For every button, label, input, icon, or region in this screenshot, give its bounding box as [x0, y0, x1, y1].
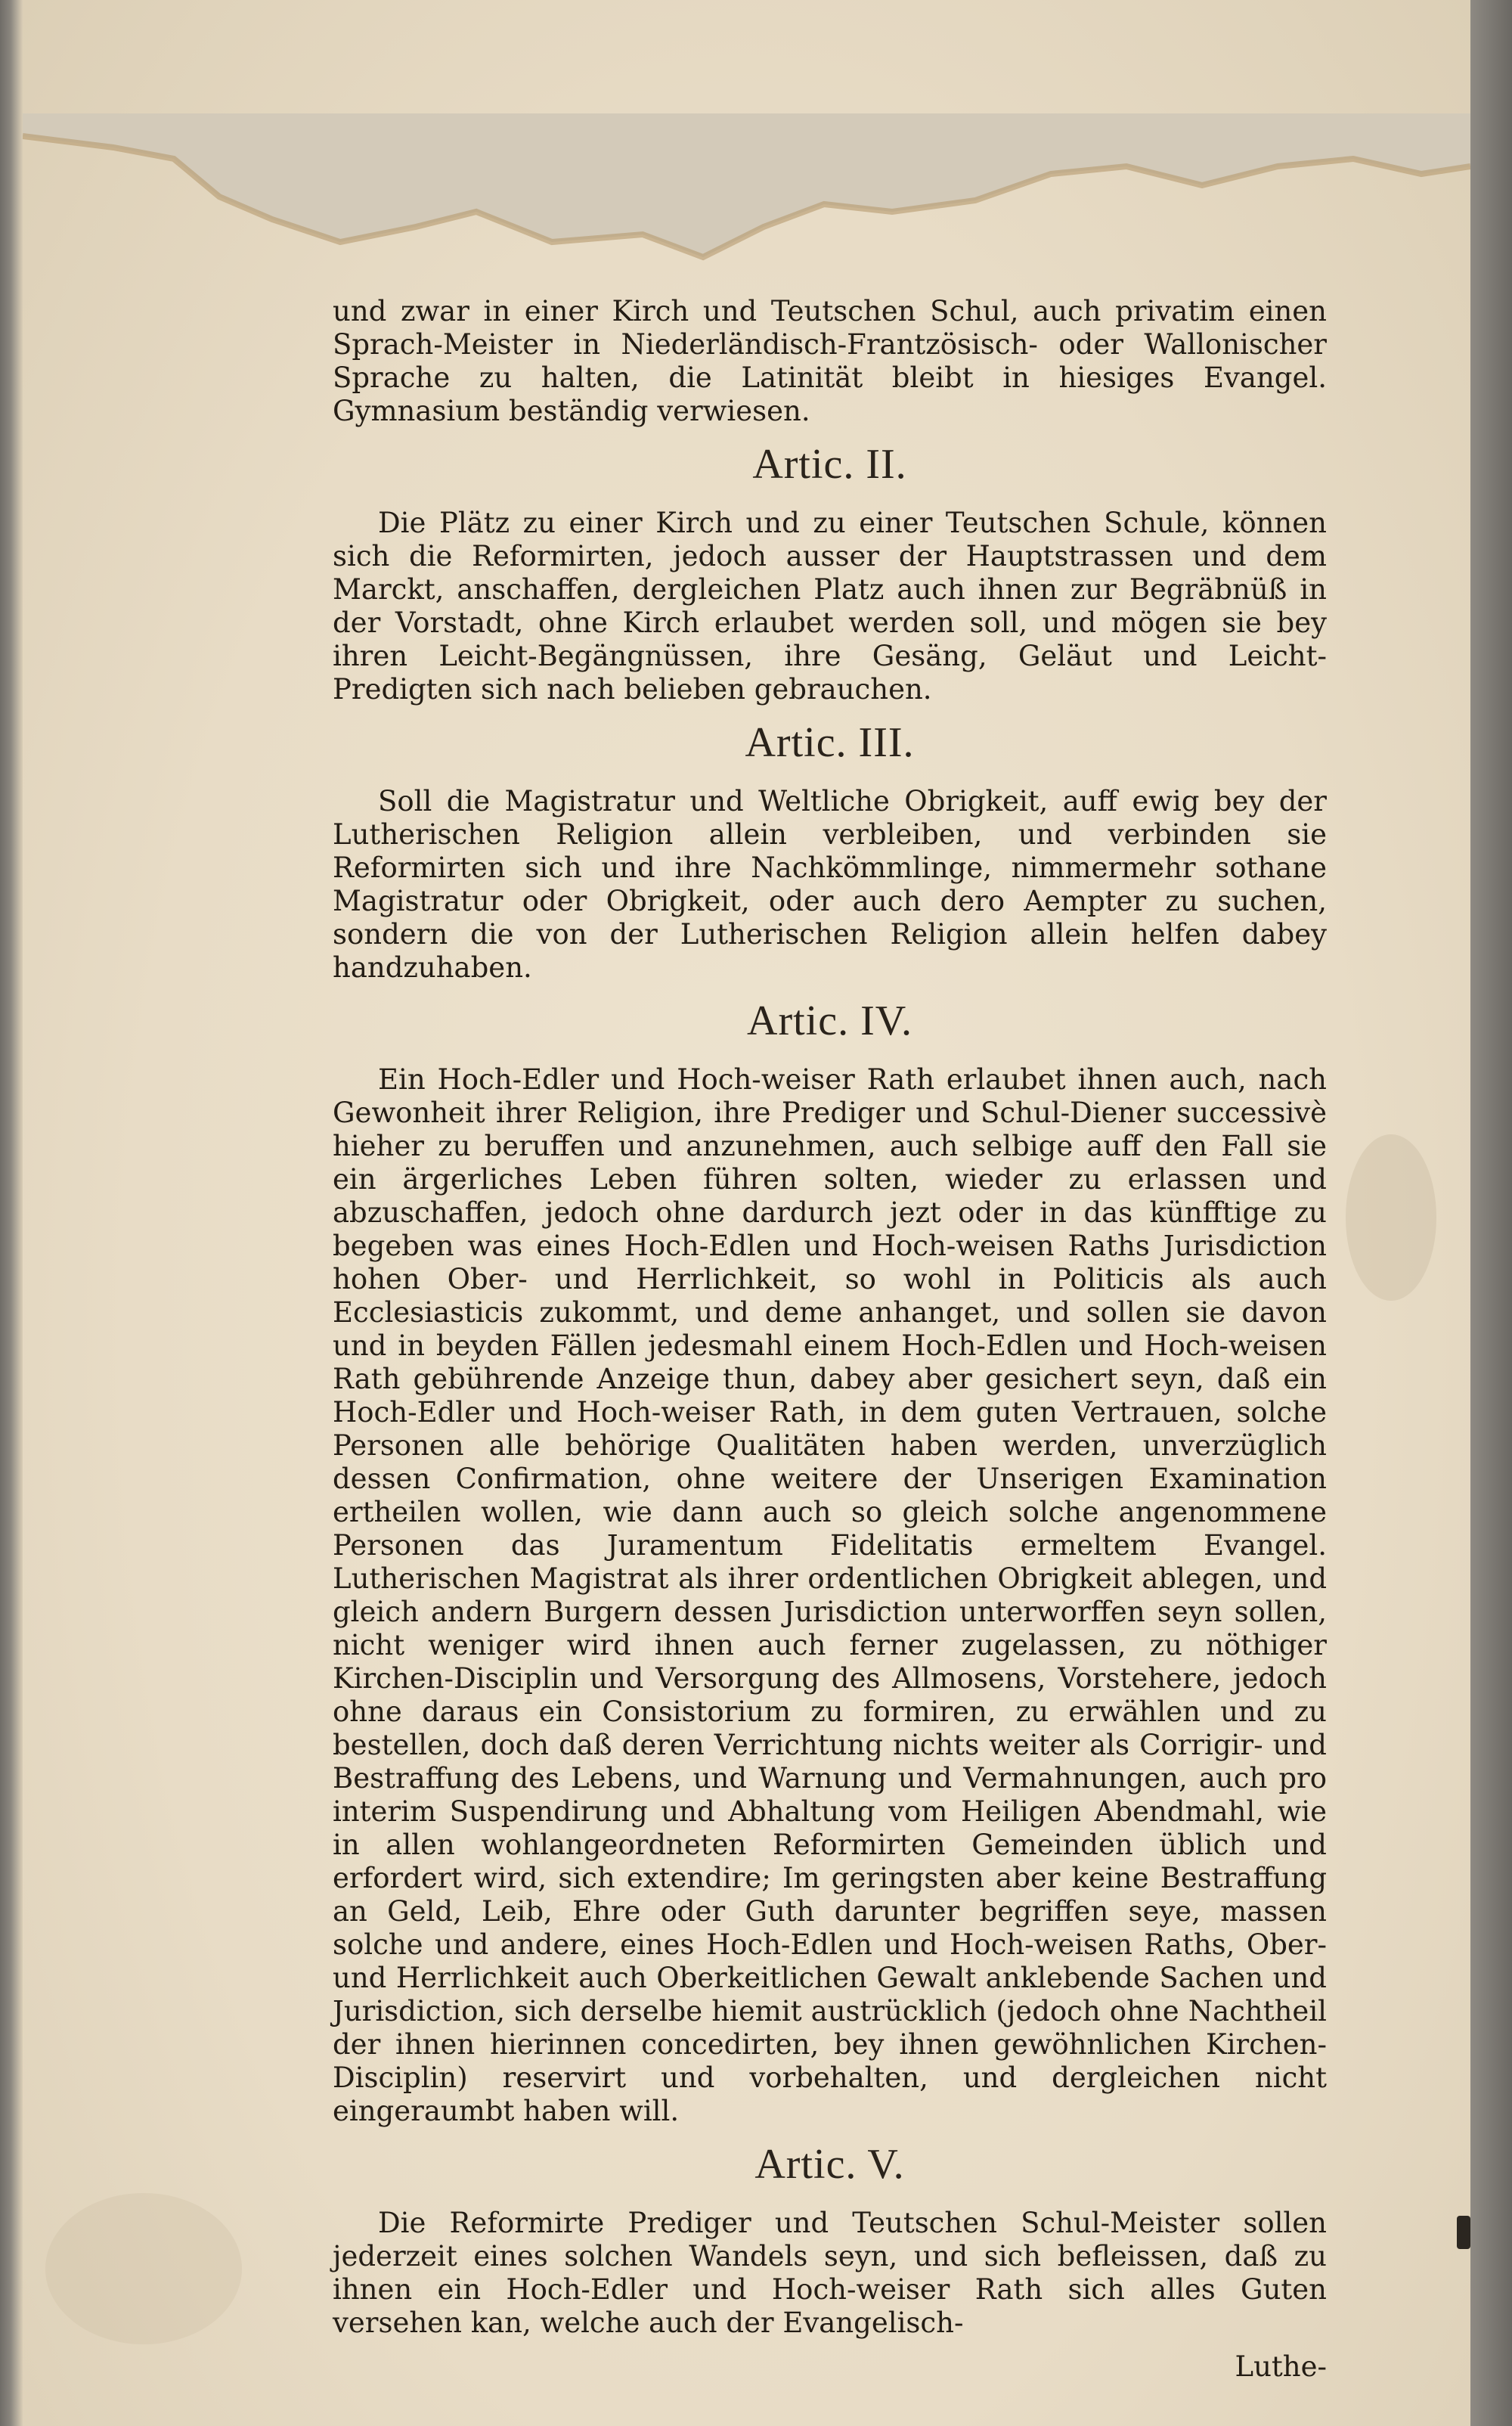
article-text: Die Reformirte Prediger und Teutschen Schul-Meister sollen jederzeit eines solchen Wandels seyn, und sich befleissen, daß zu ihnen ein Hoch-Edler und Hoch-weiser Rath sich alles Guten versehen kan, welche auch der Evangelisch- [333, 2207, 1327, 2339]
binding-mark [1457, 2216, 1470, 2249]
article-text: Soll die Magistratur und Weltliche Obrigkeit, auff ewig bey der Lutherischen Religion allein verbleiben, und verbinden sie Reformirten sich und ihre Nachkömmlinge, nimmermehr sothane Magistratur oder Obrigkeit, oder auch dero Aempter zu suchen, sondern die von der Lutherischen Religion allein helfen dabey handzuhaben. [333, 785, 1327, 984]
article-heading: Artic. II. [752, 441, 907, 488]
article-4 [333, 998, 1327, 2128]
catchword: Luthe- [1235, 2350, 1327, 2383]
article-3 [333, 720, 1327, 985]
article-5 [333, 2142, 1327, 2340]
document-body [333, 295, 1327, 2384]
intro-paragraph: und zwar in einer Kirch und Teutschen Schul, auch privatim einen Sprach-Meister in Niederländisch-Frantzösisch- oder Wallonischer Sprache zu halten, die Latinität bleibt in hiesiges Evangel. Gymnasium beständig verwiesen. [333, 295, 1327, 427]
article-text: Die Plätz zu einer Kirch und zu einer Teutschen Schule, können sich die Reformirten, jedoch ausser der Hauptstrassen und dem Marckt, anschaffen, dergleichen Platz auch ihnen zur Begräbnüß in der Vorstadt, ohne Kirch erlaubet werden soll, und mögen sie bey ihren Leicht-Begängnüssen, ihre Gesäng, Geläut und Leicht-Predigten sich nach belieben gebrauchen. [333, 507, 1327, 706]
article-text: Ein Hoch-Edler und Hoch-weiser Rath erlaubet ihnen auch, nach Gewonheit ihrer Religion, ihre Prediger und Schul-Diener successivè hieher zu beruffen und anzunehmen, auch selbige auff den Fall sie ein ärgerliches Leben führen solten, wieder zu erlassen und abzuschaffen, jedoch ohne dardurch jezt oder in das künfftige zu begeben was eines Hoch-Edlen und Hoch-weisen Raths Jurisdiction hohen Ober- und Herrlichkeit, so wohl in Politicis als auch Ecclesiasticis zukommt, und deme anhanget, und sollen sie davon und in beyden Fällen jedesmahl einem Hoch-Edlen und Hoch-weisen Rath gebührende Anzeige thun, dabey aber gesichert seyn, daß ein Hoch-Edler und Hoch-weiser Rath, in dem guten Vertrauen, solche Personen alle behörige Qualitäten haben werden, unverzüglich dessen Confirmation, ohne weitere der Unserigen Examination ertheilen wollen, wie dann auch so gleich solche angenommene Personen das Juramentum Fidelitatis ermeltem Evangel. Lutherischen Magistrat als ihrer ordentlichen Obrigkeit ablegen, und gleich andern Burgern dessen Jurisdiction unterworffen seyn sollen, nicht weniger wird ihnen auch ferner zugelassen, zu nöthiger Kirchen-Disciplin und Versorgung des Allmosens, Vorstehere, jedoch ohne daraus ein Consistorium zu formiren, zu erwählen und zu bestellen, doch daß deren Verrichtung nichts weiter als Corrigir- und Bestraffung des Lebens, und Warnung und Vermahnungen, auch pro interim Suspendirung und Abhaltung vom Heiligen Abendmahl, wie in allen wohlangeordneten Reformirten Gemeinden üblich und erfordert wird, sich extendire; Im geringsten aber keine Bestraffung an Geld, Leib, Ehre oder Guth darunter begriffen seye, massen solche und andere, eines Hoch-Edlen und Hoch-weisen Raths, Ober- und Herrlichkeit auch Oberkeitlichen Gewalt anklebende Sachen und Jurisdiction, sich derselbe hiemit austrücklich (jedoch ohne Nachtheil der ihnen hierinnen concedirten, bey ihnen gewöhnlichen Kirchen-Disciplin) reservirt und vorbehalten, und dergleichen nicht eingeraumbt haben will. [333, 1063, 1327, 2127]
article-heading: Artic. IV. [747, 997, 912, 1044]
article-2 [333, 442, 1327, 706]
paper-stain [1346, 1134, 1436, 1301]
torn-top-edge [23, 113, 1470, 265]
paper-stain [45, 2193, 242, 2344]
article-heading: Artic. III. [745, 719, 915, 766]
article-heading: Artic. V. [754, 2141, 905, 2188]
